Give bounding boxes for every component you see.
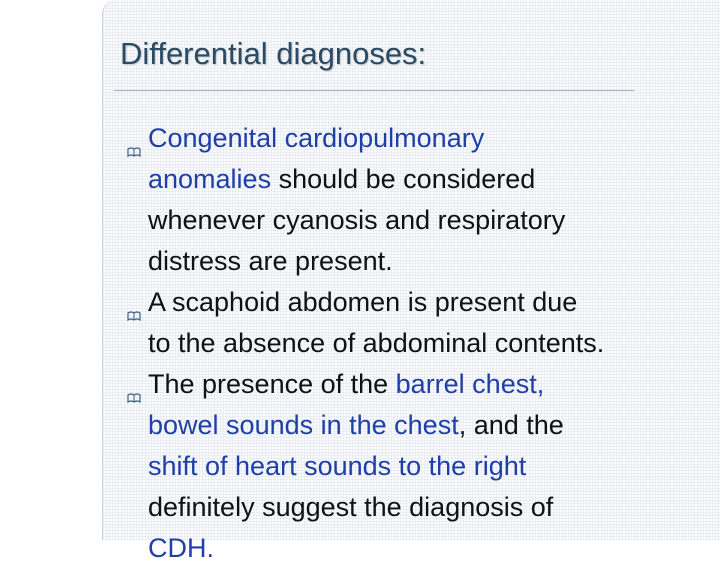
bullet-line [148,200,712,241]
bullet-line [148,446,712,487]
bullet-text: , and the [458,410,564,440]
bullet-text: definitely suggest the diagnosis of [148,492,554,522]
open-book-icon [127,294,141,308]
bullet-list [127,118,712,569]
bullet-text: whenever cyanosis and respiratory [148,205,566,235]
bullet-line [148,241,712,282]
highlighted-text: anomalies [148,164,272,194]
bullet-line [148,405,712,446]
highlighted-text: Congenital cardiopulmonary [148,123,485,153]
bullet-line [148,282,712,323]
bullet-line [148,487,712,528]
bullet-item [127,282,712,364]
bullet-item [127,364,712,569]
highlighted-text: barrel chest, [395,369,545,399]
bullet-line [148,364,712,405]
bullet-line [148,323,712,364]
highlighted-text: shift of heart sounds to the right [148,451,527,481]
bullet-text: The presence of the [148,369,396,399]
bullet-line [148,118,712,159]
bullet-line [148,159,712,200]
bullet-item [127,118,712,282]
highlighted-text: CDH. [148,533,214,563]
slide-title: Differential diagnoses: [120,36,427,71]
title-underline [114,90,634,91]
bullet-text: should be considered [271,164,536,194]
open-book-icon [127,130,141,144]
bullet-text: A scaphoid abdomen is present due [148,287,578,317]
open-book-icon [127,376,141,390]
bullet-text: distress are present. [148,246,393,276]
bullet-text: to the absence of abdominal contents. [148,328,605,358]
bullet-line [148,528,712,569]
highlighted-text: bowel sounds in the chest [148,410,459,440]
